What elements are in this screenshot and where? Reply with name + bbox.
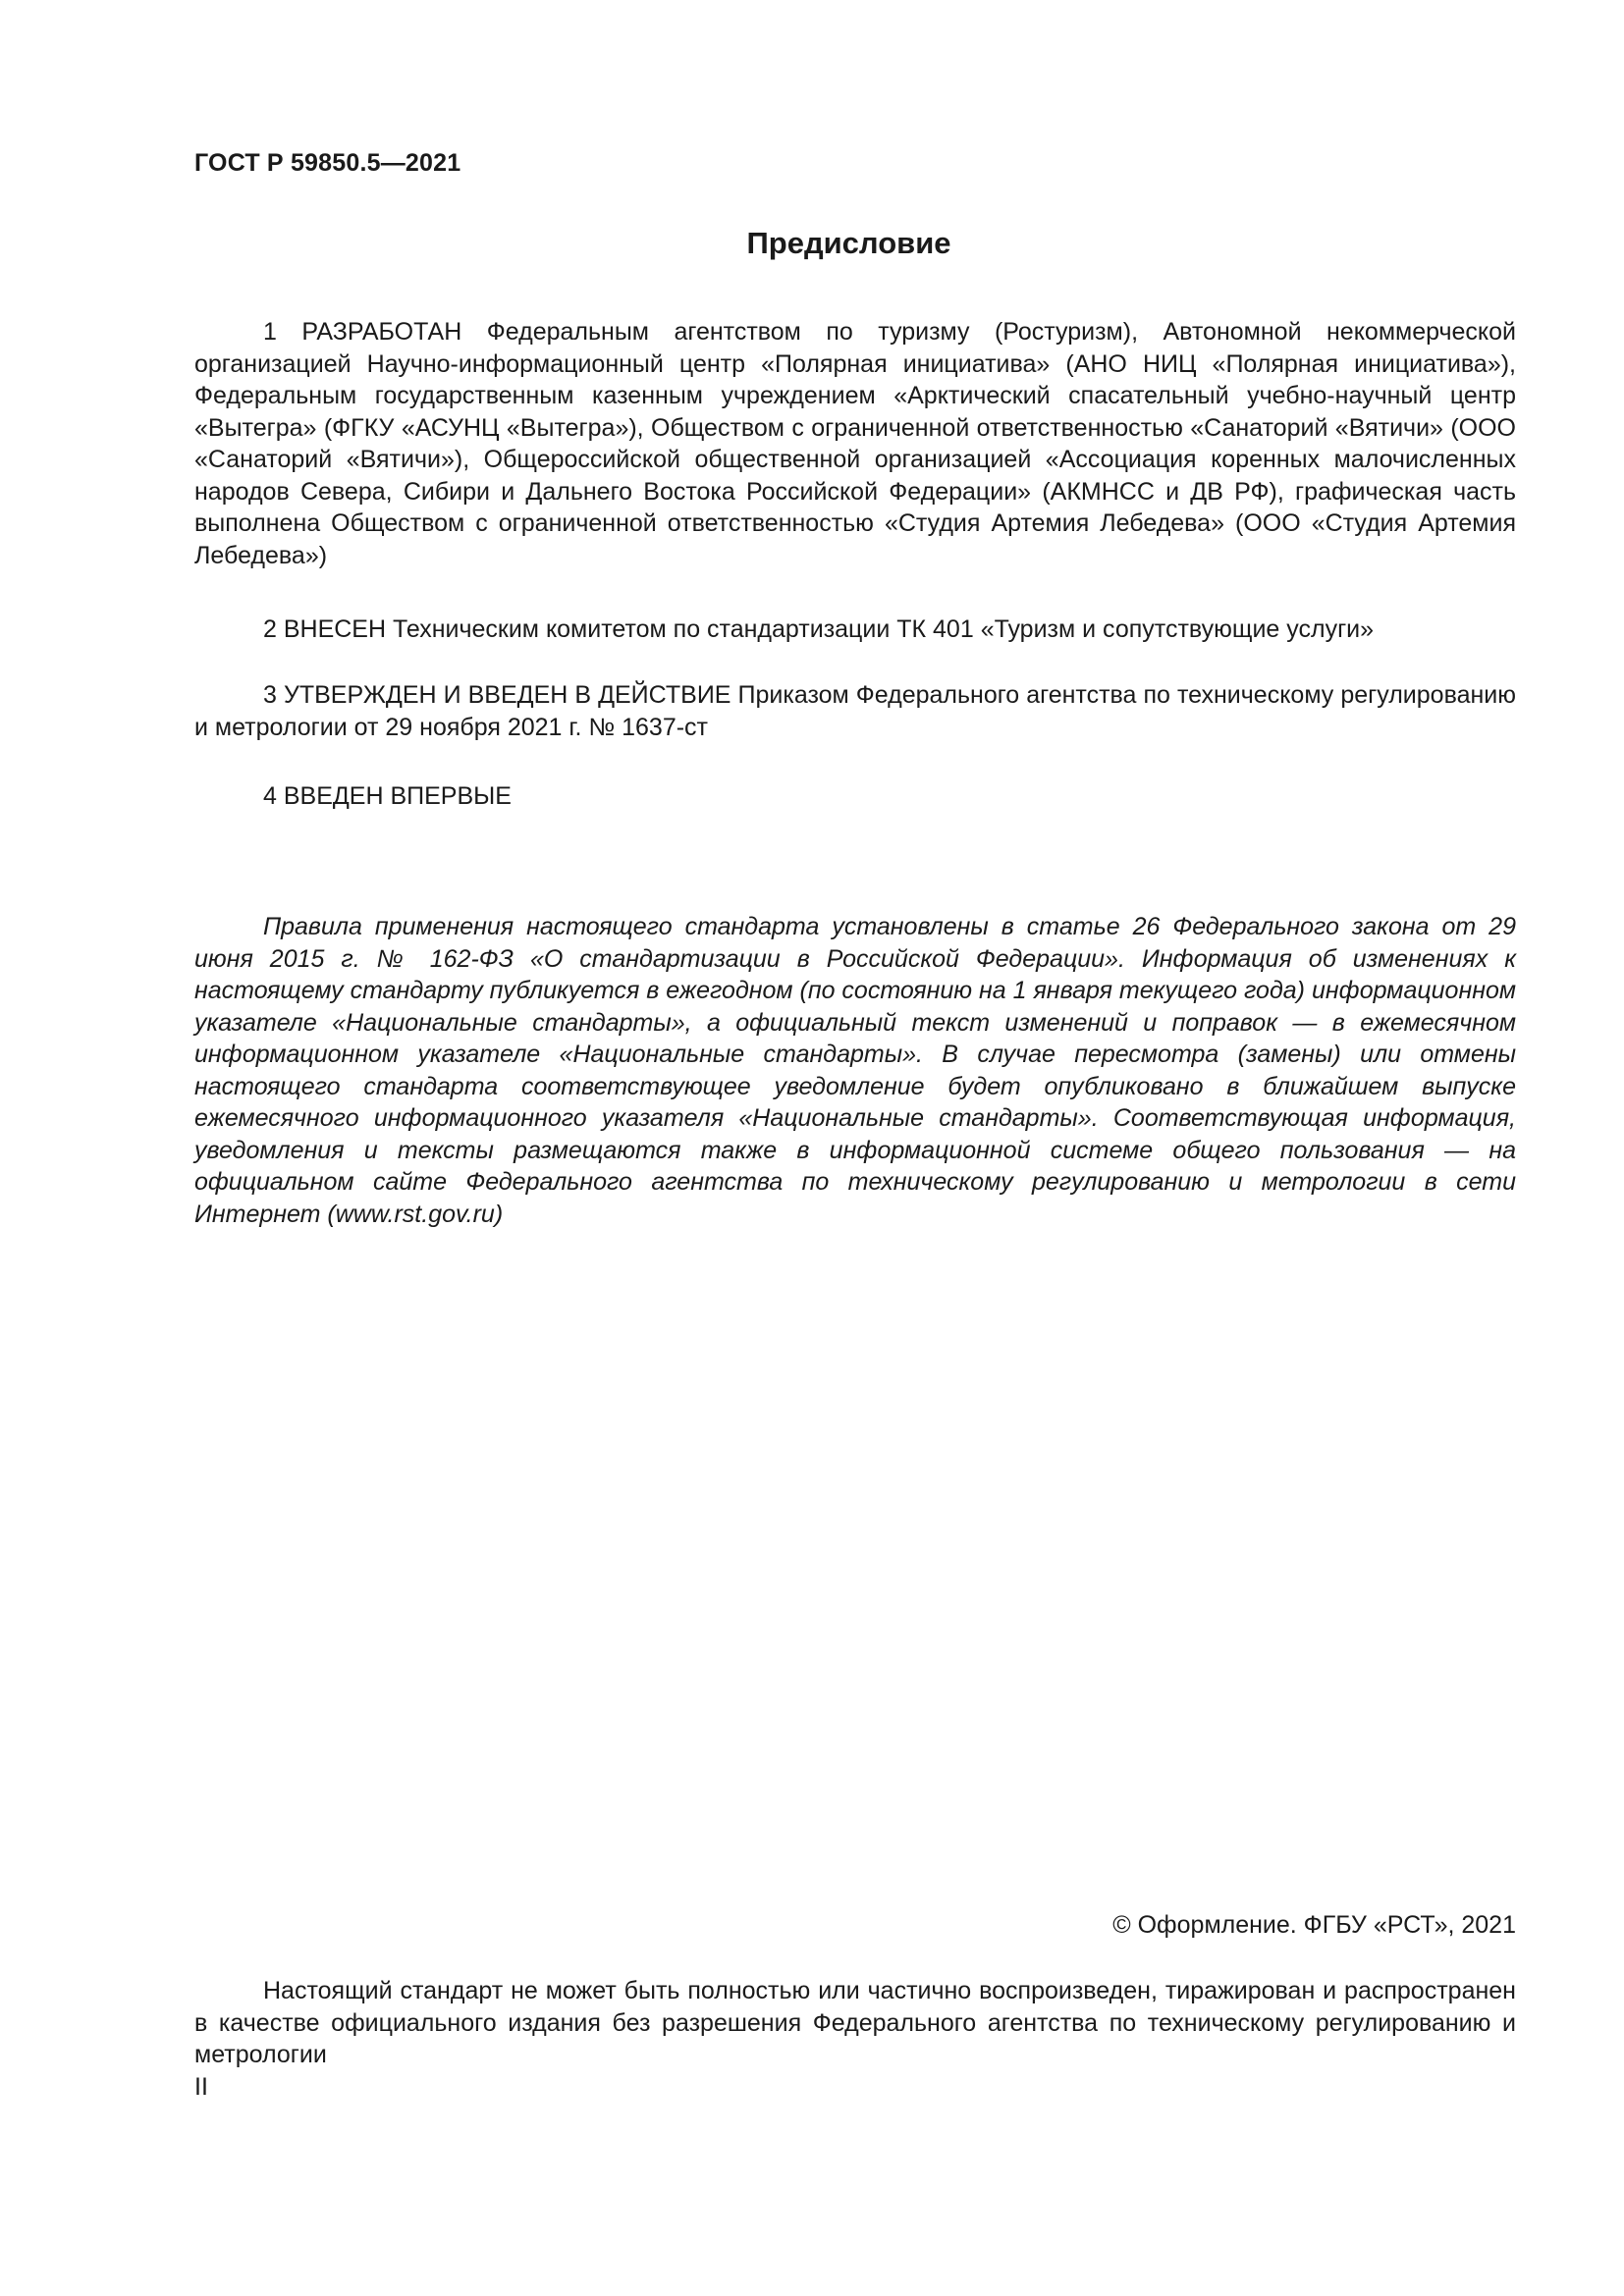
copyright-notice: © Оформление. ФГБУ «РСТ», 2021 <box>1112 1911 1516 1939</box>
application-note <box>194 911 1516 1230</box>
paragraph-developed <box>194 316 1516 571</box>
page-number: II <box>194 2073 208 2101</box>
paragraph-first-time <box>194 780 1516 813</box>
application-note-text: Правила применения настоящего стандарта установлены в статье 26 Федерального закона от 29 июня 2015 г. № 162-ФЗ «О стандартизации в Российской Федерации». Информация об изменениях к настоящему стандарту публикуется в ежегодном (по состоянию на 1 января текущего года) информационном указателе «Национальные стандарты», а официальный текст изменений и поправок — в ежемесячном информационном указателе «Национальные стандарты». В случае пересмотра (замены) или отмены настоящего стандарта соответствующее уведомление будет опубликовано в ближайшем выпуске ежемесячного информационного указателя «Национальные стандарты». Соответствующая информация, уведомления и тексты размещаются также в информационной системе общего пользования — на официальном сайте Федерального агентства по техническому регулированию и метрологии в сети Интернет (www.rst.gov.ru) <box>194 913 1517 1228</box>
standard-code: ГОСТ Р 59850.5—2021 <box>194 149 461 177</box>
page-title: Предисловие <box>746 226 951 260</box>
paragraph-approved-text: 3 УТВЕРЖДЕН И ВВЕДЕН В ДЕЙСТВИЕ Приказом Федерального агентства по техническому регулированию и метрологии от 29 ноября 2021 г. № 1637-ст <box>194 681 1516 741</box>
paragraph-first-time-text: 4 ВВЕДЕН ВПЕРВЫЕ <box>263 782 512 810</box>
reproduction-notice <box>194 1975 1516 2071</box>
reproduction-notice-text: Настоящий стандарт не может быть полностью или частично воспроизведен, тиражирован и распространен в качестве официального издания без разрешения Федерального агентства по техническому регулированию и метрологии <box>194 1977 1516 2068</box>
paragraph-developed-text: 1 РАЗРАБОТАН Федеральным агентством по туризму (Ростуризм), Автономной некоммерческой организацией Научно-информационный центр «Полярная инициатива» (АНО НИЦ «Полярная инициатива»), Федеральным государственным казенным учреждением «Арктический спасательный учебно-научный центр «Вытегра» (ФГКУ «АСУНЦ «Вытегра»), Обществом с ограниченной ответственностью «Санаторий «Вятичи» (ООО «Санаторий «Вятичи»), Общероссийской общественной организацией «Ассоциация коренных малочисленных народов Севера, Сибири и Дальнего Востока Российской Федерации» (АКМНСС и ДВ РФ), графическая часть выполнена Обществом с ограниченной ответственностью «Студия Артемия Лебедева» (ООО «Студия Артемия Лебедева») <box>194 318 1516 569</box>
paragraph-introduced <box>194 614 1516 646</box>
paragraph-introduced-text: 2 ВНЕСЕН Техническим комитетом по стандартизации ТК 401 «Туризм и сопутствующие услуги» <box>263 615 1375 643</box>
paragraph-approved <box>194 679 1516 743</box>
